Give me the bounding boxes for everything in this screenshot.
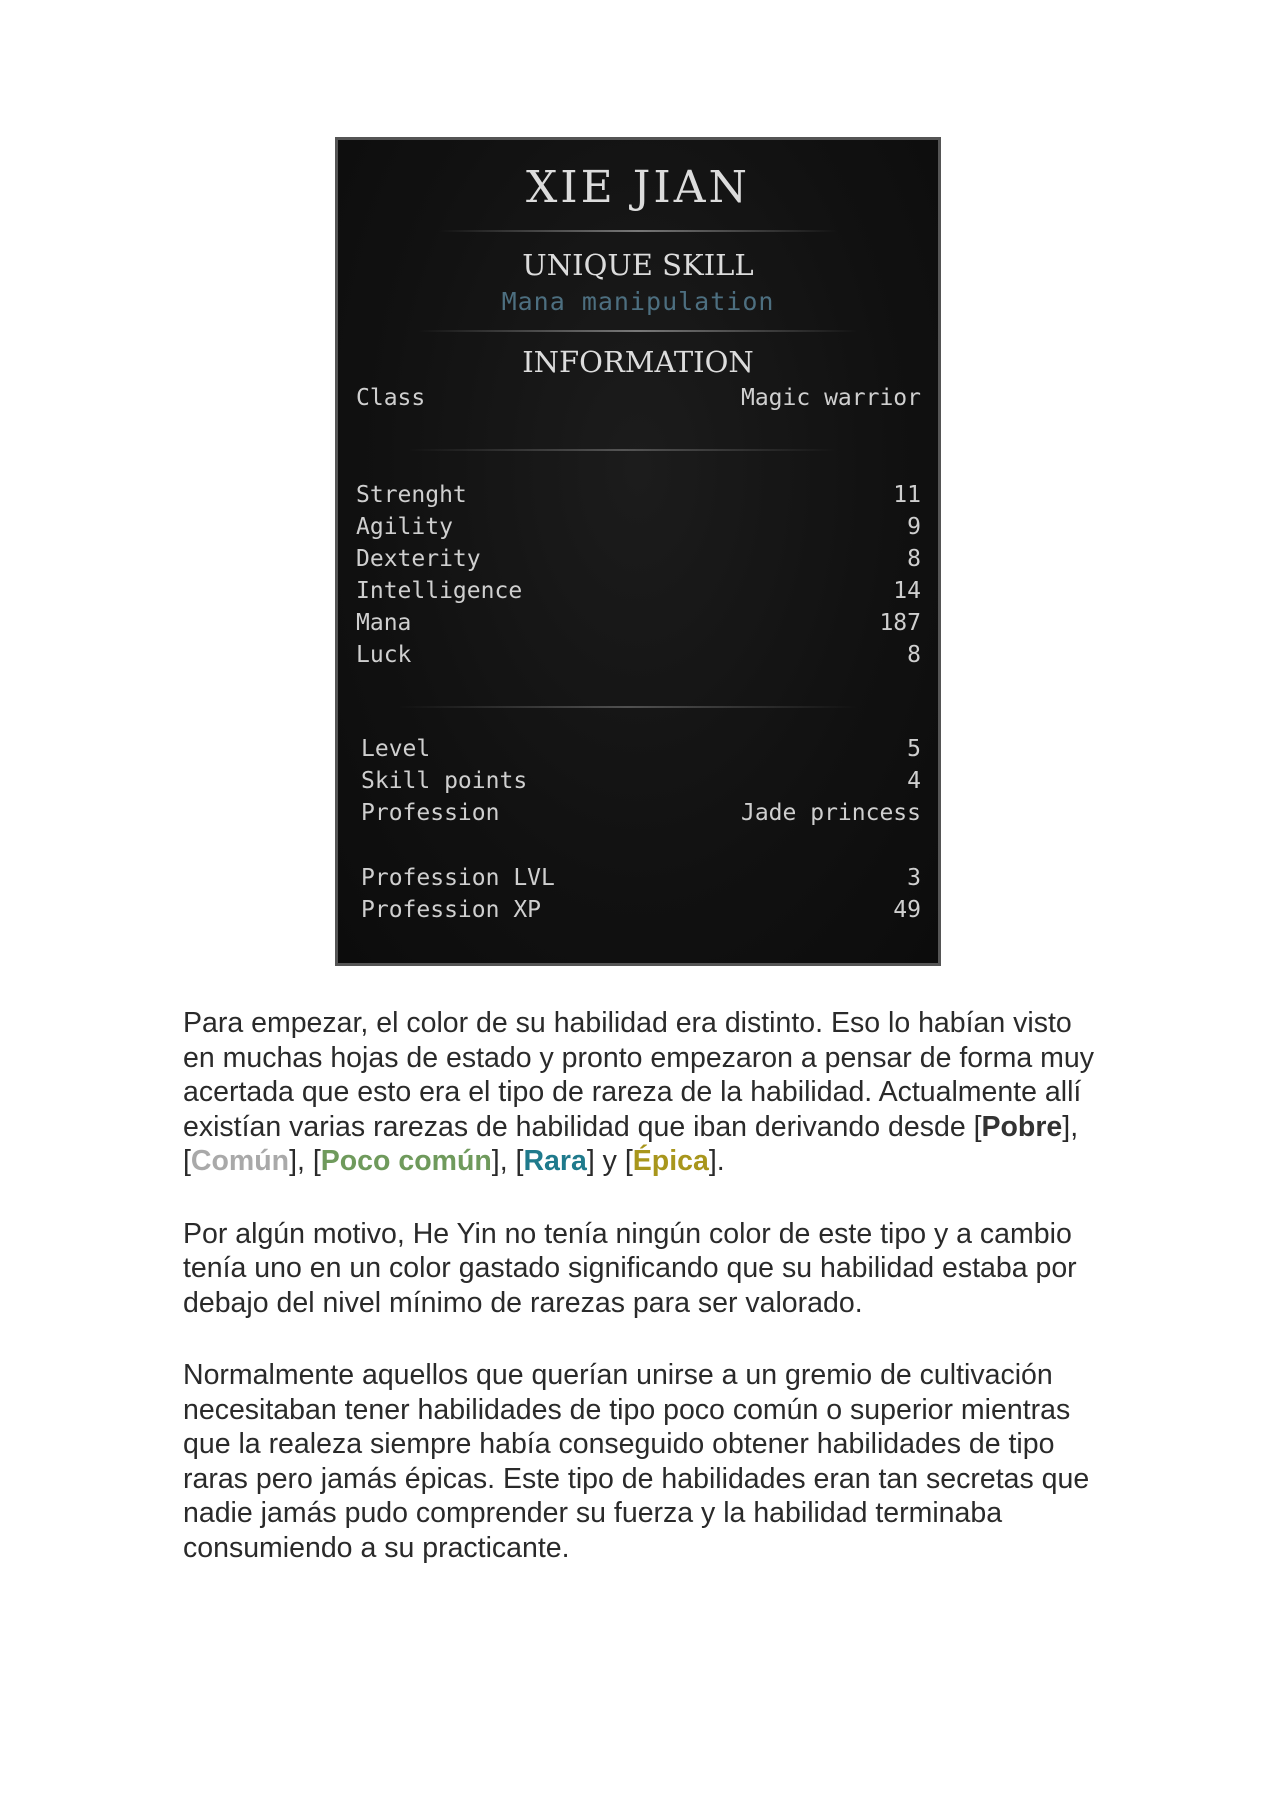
body-text xyxy=(183,1006,1103,1603)
bracket-sep: ], [ xyxy=(289,1145,321,1177)
rarity-epica: Épica xyxy=(632,1145,709,1177)
stat-row xyxy=(356,514,921,546)
skill-points-value: 4 xyxy=(907,768,921,794)
stat-label: Mana xyxy=(356,610,412,636)
level-value: 5 xyxy=(907,736,921,762)
divider xyxy=(438,230,838,232)
profession-lvl-label: Profession LVL xyxy=(361,865,555,891)
profession-label: Profession xyxy=(361,800,500,826)
profession-xp-row xyxy=(361,897,921,929)
class-value: Magic warrior xyxy=(740,385,921,411)
profession-xp-label: Profession XP xyxy=(361,897,542,923)
stat-value: 14 xyxy=(893,578,921,604)
paragraph-3: Normalmente aquellos que querían unirse a un gremio de cultivación necesitaban tener habilidades de tipo poco común o superior mientras que la realeza siempre había conseguido obtener habilidades de tipo raras pero jamás épicas. Este tipo de habilidades eran tan secretas que nadie jamás pudo comprender su fuerza y la habilidad terminaba consumiendo a su practicante. xyxy=(183,1359,1090,1564)
bracket-sep: ] y [ xyxy=(586,1145,633,1177)
stat-row xyxy=(356,642,921,674)
class-row xyxy=(356,385,921,417)
paragraph-1 xyxy=(183,1006,1103,1179)
paragraph-1-lead: Para empezar, el color de su habilidad era distinto. Eso lo habían visto en muchas hojas de estado y pronto empezaron a pensar de forma muy acertada que esto era el tipo de rareza de la habilidad. Actualmente allí existían varias rarezas de habilidad que iban derivando desde [ xyxy=(183,1007,1094,1143)
stat-value: 11 xyxy=(893,482,921,508)
stat-label: Strenght xyxy=(356,482,467,508)
unique-skill-name: Mana manipulation xyxy=(501,287,775,316)
unique-skill-heading: UNIQUE SKILL xyxy=(522,248,754,282)
rarity-comun: Común xyxy=(190,1145,290,1177)
stat-row xyxy=(356,546,921,578)
stat-row xyxy=(356,482,921,514)
stat-row xyxy=(356,578,921,610)
stat-value: 187 xyxy=(879,610,921,636)
information-heading: INFORMATION xyxy=(522,345,754,379)
rarity-poco-comun: Poco común xyxy=(320,1145,492,1177)
character-name: XIE JIAN xyxy=(525,162,751,213)
divider xyxy=(398,706,858,708)
profession-lvl-row xyxy=(361,865,921,897)
paragraph-1-tail: ]. xyxy=(708,1145,725,1177)
skill-points-label: Skill points xyxy=(361,768,528,794)
rarity-pobre: Pobre xyxy=(981,1110,1063,1143)
stat-value: 9 xyxy=(907,514,921,540)
level-label: Level xyxy=(361,736,431,762)
profession-row xyxy=(361,800,921,832)
skill-points-row xyxy=(361,768,921,800)
profession-lvl-value: 3 xyxy=(907,865,921,891)
stat-label: Dexterity xyxy=(356,546,481,572)
divider xyxy=(408,449,838,451)
stat-value: 8 xyxy=(907,642,921,668)
divider xyxy=(418,330,858,332)
paragraph-2: Por algún motivo, He Yin no tenía ningún color de este tipo y a cambio tenía uno en un color gastado significando que su habilidad estaba por debajo del nivel mínimo de rarezas para ser valorado. xyxy=(183,1217,1077,1319)
stat-label: Intelligence xyxy=(356,578,523,604)
stat-row xyxy=(356,610,921,642)
bracket-sep: ], [ xyxy=(491,1145,524,1177)
stat-label: Luck xyxy=(356,642,412,668)
rarity-rara: Rara xyxy=(523,1145,587,1177)
stat-value: 8 xyxy=(907,546,921,572)
class-label: Class xyxy=(356,385,426,411)
profession-xp-value: 49 xyxy=(893,897,921,923)
stat-label: Agility xyxy=(356,514,453,540)
profession-value: Jade princess xyxy=(740,800,921,826)
bracket-sep: ], [ xyxy=(183,1110,1079,1177)
level-row xyxy=(361,736,921,768)
status-sheet-image xyxy=(335,137,941,966)
